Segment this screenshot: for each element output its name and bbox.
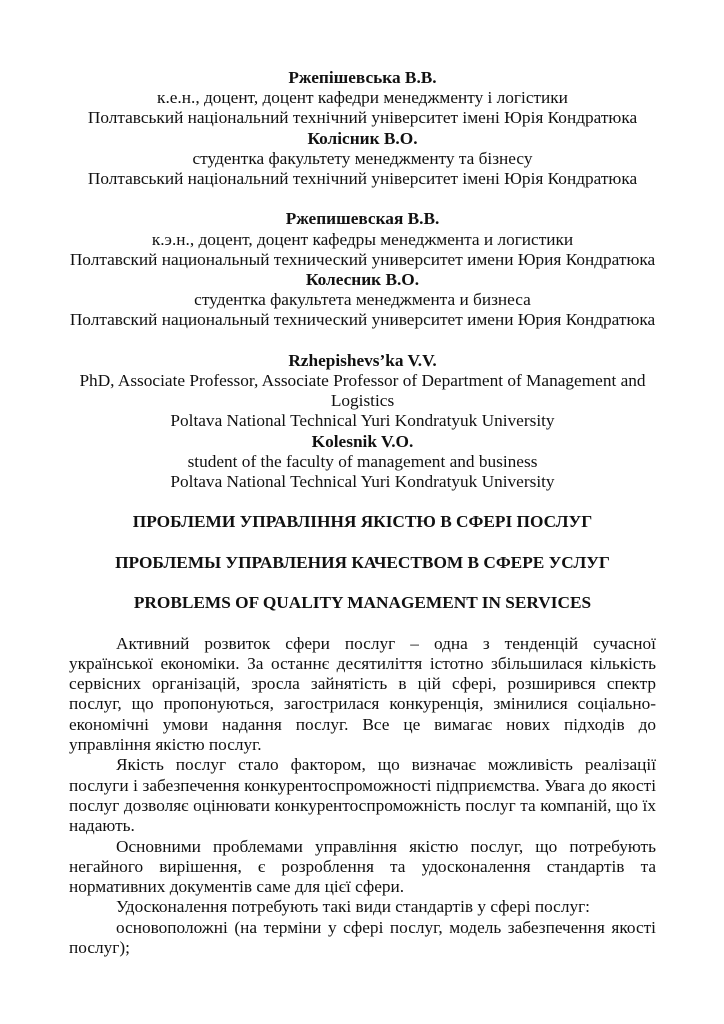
title-ukrainian: ПРОБЛЕМИ УПРАВЛІННЯ ЯКІСТЮ В СФЕРІ ПОСЛУГ: [132, 512, 593, 532]
author-affiliation: Полтавский национальный технический университет имени Юрия Кондратюка: [69, 310, 656, 330]
body-paragraph: Удосконалення потребують такі види стандартів у сфері послуг:: [116, 897, 590, 917]
author-affiliation: Poltava National Technical Yuri Kondratyuk University: [170, 472, 555, 492]
author-position: к.э.н., доцент, доцент кафедры менеджмента и логистики: [151, 229, 574, 249]
author-name: Ржепишевская В.В.: [285, 209, 440, 229]
author-affiliation: Полтавский национальный технический университет имени Юрия Кондратюка: [69, 249, 656, 269]
author-position: студентка факультету менеджменту та бізнесу: [192, 148, 533, 168]
body-paragraph: Основними проблемами управління якістю послуг, що потребують негайного вирішення, є розроблення та удосконалення стандартів та нормативних документів саме для цієї сфери.: [69, 836, 656, 897]
author-position: студентка факультета менеджмента и бизнеса: [194, 290, 531, 310]
author-affiliation: Полтавський національний технічний університет імені Юрія Кондратюка: [87, 169, 638, 189]
author-block: [69, 68, 656, 189]
author-position: student of the faculty of management and business: [187, 451, 538, 471]
authors-section-russian: [69, 209, 656, 330]
author-name: Kolesnik V.O.: [311, 431, 414, 451]
title-english: PROBLEMS OF QUALITY MANAGEMENT IN SERVICES: [133, 593, 592, 613]
author-position: PhD, Associate Professor, Associate Professor of Department of Management and: [79, 371, 646, 391]
author-affiliation: Полтавський національний технічний університет імені Юрія Кондратюка: [87, 108, 638, 128]
author-position: к.е.н., доцент, доцент кафедри менеджменту і логістики: [157, 88, 568, 108]
author-name: Колісник В.О.: [307, 128, 418, 148]
author-name: Колесник В.О.: [305, 270, 420, 290]
body-paragraph: основоположні (на терміни у сфері послуг, модель забезпечення якості послуг);: [69, 917, 656, 958]
title-russian: ПРОБЛЕМЫ УПРАВЛЕНИЯ КАЧЕСТВОМ В СФЕРЕ УСЛУГ: [115, 552, 610, 572]
body-paragraph: Активний розвиток сфери послуг – одна з тенденцій сучасної української економіки. За останнє десятиліття істотно збільшилася кількість сервісних організацій, зросла зайнятість в цій сфері, розширився спектр послуг, що пропонуються, загострилася конкуренція, змінилися соціально-економічні умови надання послуг. Все це вимагає нових підходів до управління якістю послуг.: [69, 633, 656, 755]
article-body: [69, 634, 656, 959]
authors-section-english: [69, 351, 656, 492]
author-name: Rzhepishevs’ka V.V.: [288, 350, 437, 370]
author-affiliation: Poltava National Technical Yuri Kondratyuk University: [170, 411, 555, 431]
author-name: Ржепішевська В.В.: [288, 68, 437, 87]
document-page: [69, 68, 656, 958]
body-paragraph: Якість послуг стало фактором, що визначає можливість реалізації послуги і забезпечення конкурентоспроможності підприємства. Увага до якості послуг дозволяє оцінювати конкурентоспроможність послуг та компаній, що їх надають.: [69, 755, 656, 836]
author-position-continued: Logistics: [330, 391, 395, 411]
article-titles: [69, 512, 656, 613]
authors-section-ukrainian: [69, 68, 656, 492]
